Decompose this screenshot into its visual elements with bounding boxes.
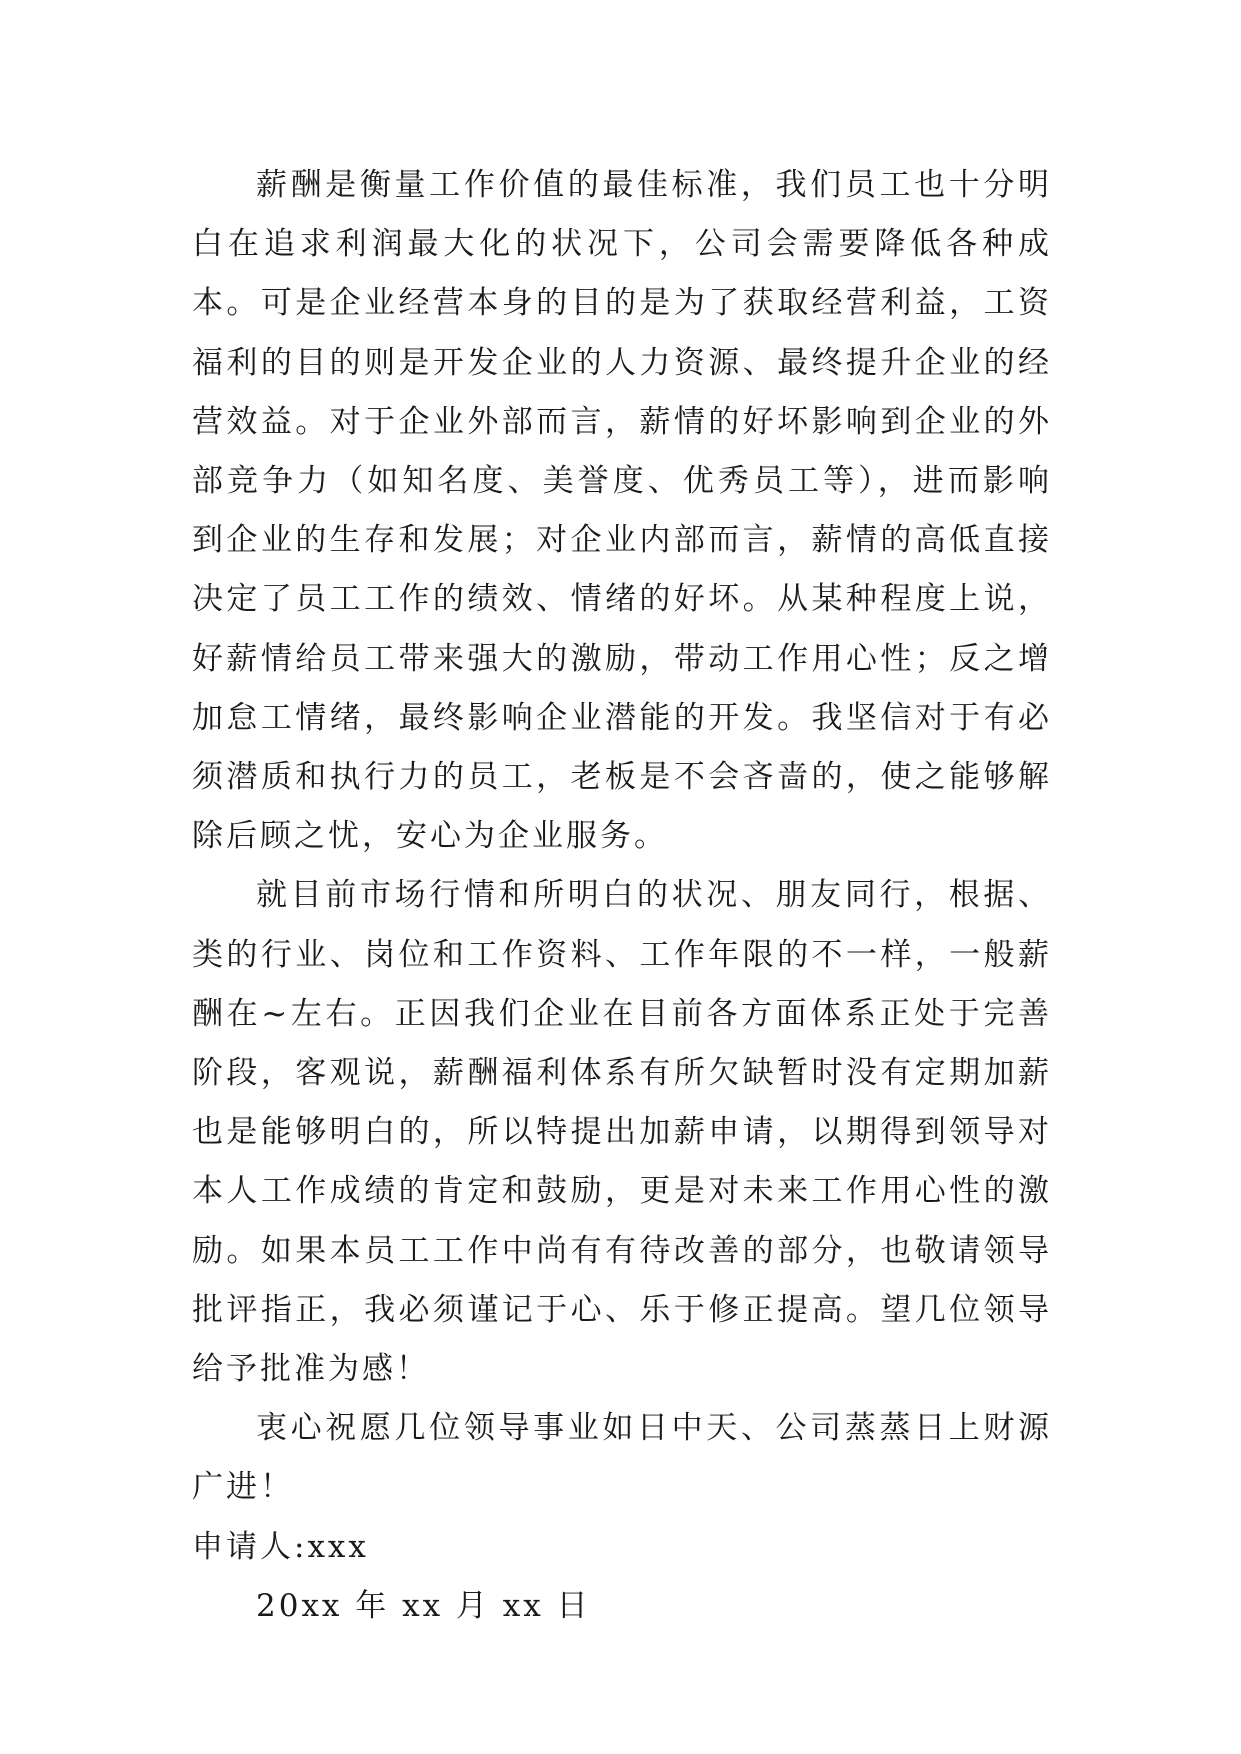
paragraph-closing-wishes: 衷心祝愿几位领导事业如日中天、公司蒸蒸日上财源广进！ <box>192 1410 1052 1506</box>
paragraph-raise-request: 就目前市场行情和所明白的状况、朋友同行，根据、类的行业、岗位和工作资料、工作年限的不一样，一般薪酬在~左右。正因我们企业在目前各方面体系正处于完善阶段，客观说，薪酬福利体系有所欠缺暂时没有定期加薪也是能够明白的，所以特提出加薪申请，以期得到领导对本人工作成绩的肯定和鼓励，更是对未来工作用心性的激励。如果本员工工作中尚有有待改善的部分，也敬请领导批评指正，我必须谨记于心、乐于修正提高。望几位领导给予批准为感！ <box>192 877 1052 1388</box>
letter-body <box>192 156 1052 1636</box>
applicant-signature: 申请人:xxx <box>192 1528 369 1565</box>
letter-date: 20xx 年 xx 月 xx 日 <box>256 1587 591 1624</box>
paragraph-salary-value: 薪酬是衡量工作价值的最佳标准，我们员工也十分明白在追求利润最大化的状况下，公司会需要降低各种成本。可是企业经营本身的目的是为了获取经营利益，工资福利的目的则是开发企业的人力资源、最终提升企业的经营效益。对于企业外部而言，薪情的好坏影响到企业的外部竞争力（如知名度、美誉度、优秀员工等），进而影响到企业的生存和发展；对企业内部而言，薪情的高低直接决定了员工工作的绩效、情绪的好坏。从某种程度上说，好薪情给员工带来强大的激励，带动工作用心性；反之增加怠工情绪，最终影响企业潜能的开发。我坚信对于有必须潜质和执行力的员工，老板是不会吝啬的，使之能够解除后顾之忧，安心为企业服务。 <box>192 167 1052 855</box>
